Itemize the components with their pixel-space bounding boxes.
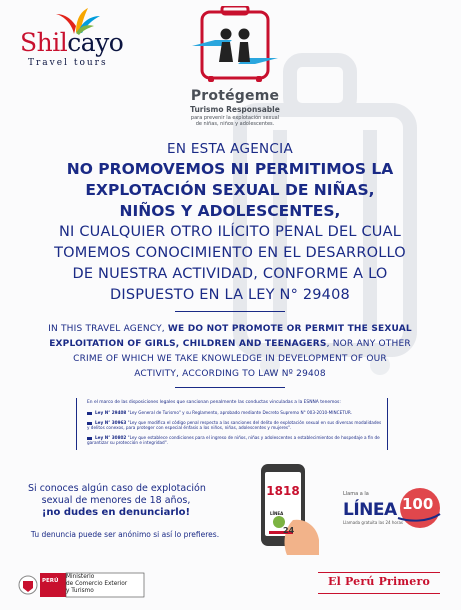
shilcayo-tagline: Travel tours <box>28 58 108 68</box>
en-line-2 <box>40 337 420 352</box>
notice-line-6: TOMEMOS CONOCIMIENTO EN EL DESARROLLO <box>54 245 406 261</box>
children-protection-icon <box>170 6 300 88</box>
law-text: "Ley que modifica el código penal respecto a las sanciones del delito de explotación sexual en sus diversas modalidades y delitos conexos, para proteger con especial énfasis a los niños, niñas, adolescentes y mujeres". <box>87 420 382 431</box>
en-line-2-bold: EXPLOITATION OF GIRLS, CHILDREN AND TEENAGERS <box>49 339 327 349</box>
notice-line-8: DISPUESTO EN LA LEY N° 29408 <box>110 287 350 303</box>
protegeme-tagline-1: para prevenir la explotación sexual <box>190 115 280 121</box>
laws-box <box>76 398 388 450</box>
divider-bottom <box>175 387 285 388</box>
ministry-name <box>66 574 127 594</box>
protegeme-tagline-2: de niñas, niños y adolescentes. <box>195 121 275 127</box>
notice-line-7: DE NUESTRA ACTIVIDAD, CONFORME A LO <box>72 266 388 282</box>
protegeme-title: Protégeme <box>190 88 280 104</box>
law-number: Ley N° 30802 <box>95 435 127 440</box>
bullet-icon <box>87 422 92 425</box>
cta-line-1: Si conoces algún caso de explotación <box>28 483 206 494</box>
divider-top <box>175 311 285 312</box>
notice-spanish <box>40 140 420 306</box>
shilcayo-logo <box>14 6 144 76</box>
ministry-line-1: Ministerio <box>66 574 95 580</box>
law-item <box>87 435 382 445</box>
cta-line-3: ¡no dudes en denunciarlo! <box>41 507 191 518</box>
hotline-1818: 1818 <box>266 484 300 498</box>
en-line-1 <box>40 322 420 337</box>
law-number: Ley N° 29408 <box>95 410 127 415</box>
notice-line-1: EN ESTA AGENCIA <box>167 141 293 157</box>
linea-100-free: Llamada gratuita las 24 horas <box>343 520 403 525</box>
cta-line-2: sexual de menores de 18 años, <box>41 494 191 506</box>
law-item <box>87 420 382 430</box>
linea-100-number: 100 <box>402 495 434 513</box>
el-peru-primero-logo: El Perú Primero <box>318 572 440 594</box>
anonymous-note: Tu denuncia puede ser anónimo si así lo prefieres. <box>30 530 220 539</box>
law-text: "Ley que establece condiciones para el ingreso de niños, niñas y adolescentes a establecimientos de hospedaje a fin de garantizar su protección e integridad". <box>87 435 380 446</box>
bullet-icon <box>87 437 92 440</box>
en-line-1-regular: IN THIS TRAVEL AGENCY, <box>48 324 168 334</box>
brand-part-blue: cayo <box>67 28 124 57</box>
phone-line-label: LÍNEA <box>270 511 284 516</box>
linea-100-label: LÍNEA <box>343 500 397 520</box>
brand-part-red: Shil <box>20 28 68 57</box>
laws-intro: En el marco de las disposiciones legales que sancionan penalmente las conductas vinculadas a la ESNNA tenemos: <box>87 400 341 405</box>
ministry-line-2: de Comercio Exterior <box>66 580 128 587</box>
ministry-line-3: y Turismo <box>66 587 94 594</box>
phone-hours: 24 <box>283 526 295 535</box>
notice-line-5: NI CUALQUIER OTRO ILÍCITO PENAL DEL CUAL <box>58 224 401 240</box>
en-line-2-regular: , NOR ANY OTHER <box>326 339 411 349</box>
en-line-1-bold: WE DO NOT PROMOTE OR PERMIT THE SEXUAL <box>167 324 412 334</box>
en-line-4: ACTIVITY, ACCORDING TO LAW Nº 29408 <box>134 369 326 379</box>
protegeme-subtitle: Turismo Responsable <box>190 105 280 114</box>
notice-line-3: EXPLOTACIÓN SEXUAL DE NIÑAS, <box>85 181 375 199</box>
report-call-to-action <box>28 483 204 519</box>
protegeme-tagline <box>170 115 300 127</box>
law-text: "Ley General de Turismo" y su Reglamento, aprobado mediante Decreto Supremo N° 003-2010-MINCETUR. <box>127 410 352 415</box>
law-item <box>87 410 382 415</box>
en-line-3: CRIME OF WHICH WE TAKE KNOWLEDGE IN DEVELOPMENT OF OUR <box>73 354 387 364</box>
protegeme-logo <box>170 6 300 131</box>
shilcayo-wordmark <box>20 28 123 57</box>
notice-line-2: NO PROMOVEMOS NI PERMITIMOS LA <box>66 160 394 178</box>
notice-line-4: NIÑOS Y ADOLESCENTES, <box>119 202 341 220</box>
law-number: Ley N° 30963 <box>95 420 127 425</box>
peru-label: PERÚ <box>42 578 59 584</box>
notice-english <box>40 322 420 382</box>
hand-phone-icon <box>253 460 323 555</box>
bullet-icon <box>87 412 92 415</box>
linea-100-call: Llama a la <box>343 491 369 497</box>
